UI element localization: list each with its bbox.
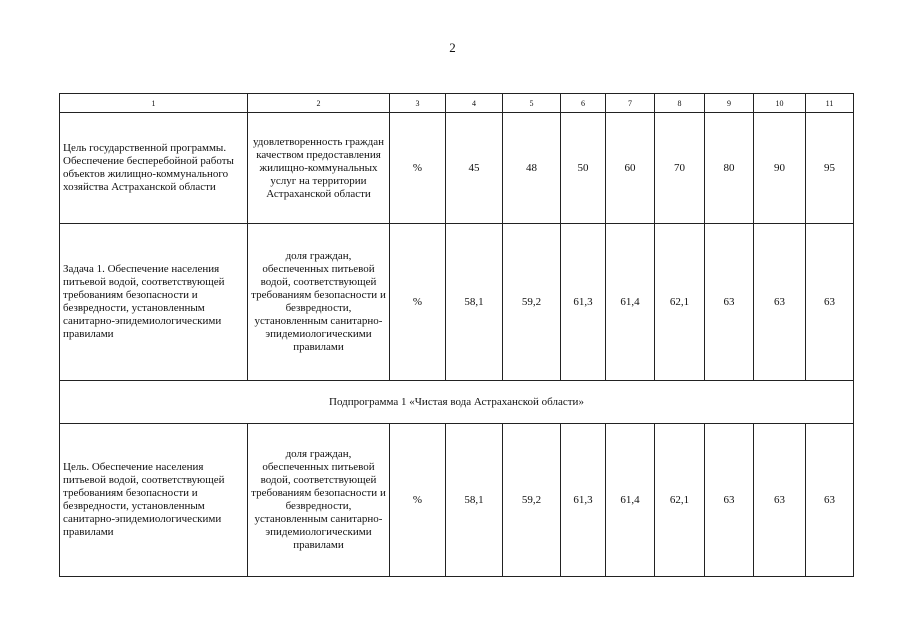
value-cell: 61,4 bbox=[606, 424, 655, 577]
value-cell: 50 bbox=[561, 113, 606, 224]
value-cell: 80 bbox=[705, 113, 754, 224]
value-cell: 63 bbox=[806, 424, 854, 577]
header-cell: 5 bbox=[503, 94, 561, 113]
header-cell: 4 bbox=[446, 94, 503, 113]
page-number: 2 bbox=[449, 40, 456, 55]
value-cell: 70 bbox=[655, 113, 705, 224]
value-cell: 90 bbox=[754, 113, 806, 224]
header-cell: 10 bbox=[754, 94, 806, 113]
table-row bbox=[60, 224, 854, 381]
header-cell: 8 bbox=[655, 94, 705, 113]
value-cell: 58,1 bbox=[446, 224, 503, 381]
header-row bbox=[60, 94, 854, 113]
value-cell: 59,2 bbox=[503, 424, 561, 577]
value-cell: 63 bbox=[705, 224, 754, 381]
header-cell: 2 bbox=[248, 94, 390, 113]
value-cell: 63 bbox=[705, 424, 754, 577]
value-cell: 58,1 bbox=[446, 424, 503, 577]
value-cell: 48 bbox=[503, 113, 561, 224]
unit-cell: % bbox=[390, 424, 446, 577]
value-cell: 95 bbox=[806, 113, 854, 224]
value-cell: 61,4 bbox=[606, 224, 655, 381]
value-cell: 63 bbox=[754, 424, 806, 577]
unit-cell: % bbox=[390, 113, 446, 224]
indicator-cell: доля граждан, обеспеченных питьевой водой, соответствующей требованиям безопасности и безвредности, установленным санитарно- эпидемиологическими правилами bbox=[248, 224, 390, 381]
indicators-table bbox=[59, 93, 854, 577]
goal-cell: Цель. Обеспечение населения питьевой водой, соответствующей требованиям безопасности и безвредности, установленным санитарно-эпидемиологическими правилами bbox=[60, 424, 248, 577]
table-row bbox=[60, 113, 854, 224]
value-cell: 62,1 bbox=[655, 224, 705, 381]
value-cell: 45 bbox=[446, 113, 503, 224]
header-cell: 3 bbox=[390, 94, 446, 113]
header-cell: 1 bbox=[60, 94, 248, 113]
header-cell: 7 bbox=[606, 94, 655, 113]
subprogram-row bbox=[60, 381, 854, 424]
value-cell: 59,2 bbox=[503, 224, 561, 381]
table-row bbox=[60, 424, 854, 577]
value-cell: 63 bbox=[754, 224, 806, 381]
value-cell: 60 bbox=[606, 113, 655, 224]
header-cell: 6 bbox=[561, 94, 606, 113]
goal-cell: Цель государственной программы. Обеспечение бесперебойной работы объектов жилищно-коммунального хозяйства Астраханской области bbox=[60, 113, 248, 224]
header-cell: 11 bbox=[806, 94, 854, 113]
value-cell: 61,3 bbox=[561, 224, 606, 381]
goal-cell: Задача 1. Обеспечение населения питьевой водой, соответствующей требованиям безопасности и безвредности, установленным санитарно-эпидемиологическими правилами bbox=[60, 224, 248, 381]
subprogram-title: Подпрограмма 1 «Чистая вода Астраханской области» bbox=[60, 381, 854, 424]
header-cell: 9 bbox=[705, 94, 754, 113]
value-cell: 62,1 bbox=[655, 424, 705, 577]
value-cell: 63 bbox=[806, 224, 854, 381]
unit-cell: % bbox=[390, 224, 446, 381]
indicator-cell: удовлетворенность граждан качеством предоставления жилищно-коммунальных услуг на территории Астраханской области bbox=[248, 113, 390, 224]
indicator-cell: доля граждан, обеспеченных питьевой водой, соответствующей требованиям безопасности и безвредности, установленным санитарно-эпидемиологическими правилами bbox=[248, 424, 390, 577]
value-cell: 61,3 bbox=[561, 424, 606, 577]
